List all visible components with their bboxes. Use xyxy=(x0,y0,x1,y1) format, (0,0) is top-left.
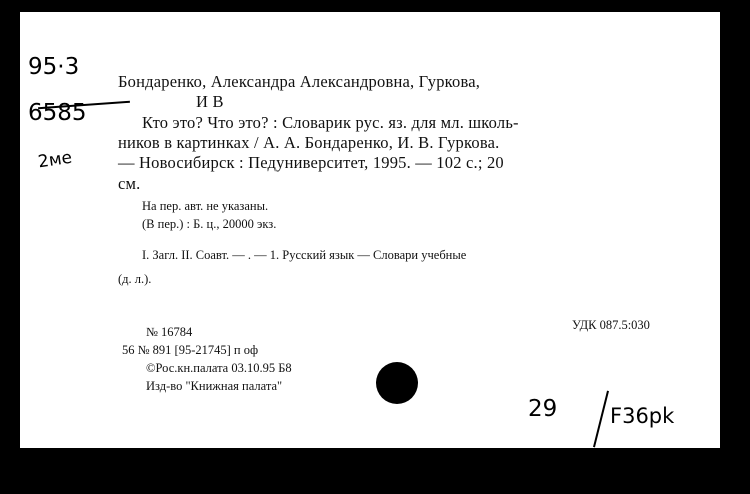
udk-code: УДК 087.5:030 xyxy=(572,318,650,332)
shelf-mark-bottom: 6585 xyxy=(28,100,87,126)
publisher-line: Изд-во "Книжная палата" xyxy=(146,379,283,393)
initials-line: И В xyxy=(196,92,224,111)
title-line-2: ников в картинках / А. А. Бондаренко, И. В. Гуркова. xyxy=(118,133,500,152)
handwritten-slash xyxy=(593,391,609,448)
title-line-3: — Новосибирск : Педуниверситет, 1995. — 102 с.; 20 xyxy=(118,153,504,172)
punch-hole xyxy=(376,362,418,404)
handwritten-number: 29 xyxy=(528,396,558,422)
catalog-card xyxy=(20,12,720,448)
book-chamber-line: ©Рос.кн.палата 03.10.95 Б8 xyxy=(146,361,292,375)
shelf-mark-top: 95·3 xyxy=(28,54,80,80)
title-line-1: Кто это? Что это? : Словарик рус. яз. для мл. школь- xyxy=(142,113,519,132)
note-line-1: На пер. авт. не указаны. xyxy=(142,199,269,213)
handwritten-code: F36pk xyxy=(610,404,675,428)
title-line-4: см. xyxy=(118,174,141,193)
author-line: Бондаренко, Александра Александровна, Гуркова, xyxy=(118,72,481,91)
tracing-line-1: I. Загл. II. Соавт. — . — 1. Русский язык — Словари учебные xyxy=(142,248,467,262)
note-line-2: (В пер.) : Б. ц., 20000 экз. xyxy=(142,217,277,231)
tracing-line-2: (д. л.). xyxy=(118,272,152,286)
order-line: 56 № 891 [95-21745] п оф xyxy=(122,343,259,357)
card-number: № 16784 xyxy=(146,325,193,339)
handwritten-mark: 2ме xyxy=(36,147,74,173)
